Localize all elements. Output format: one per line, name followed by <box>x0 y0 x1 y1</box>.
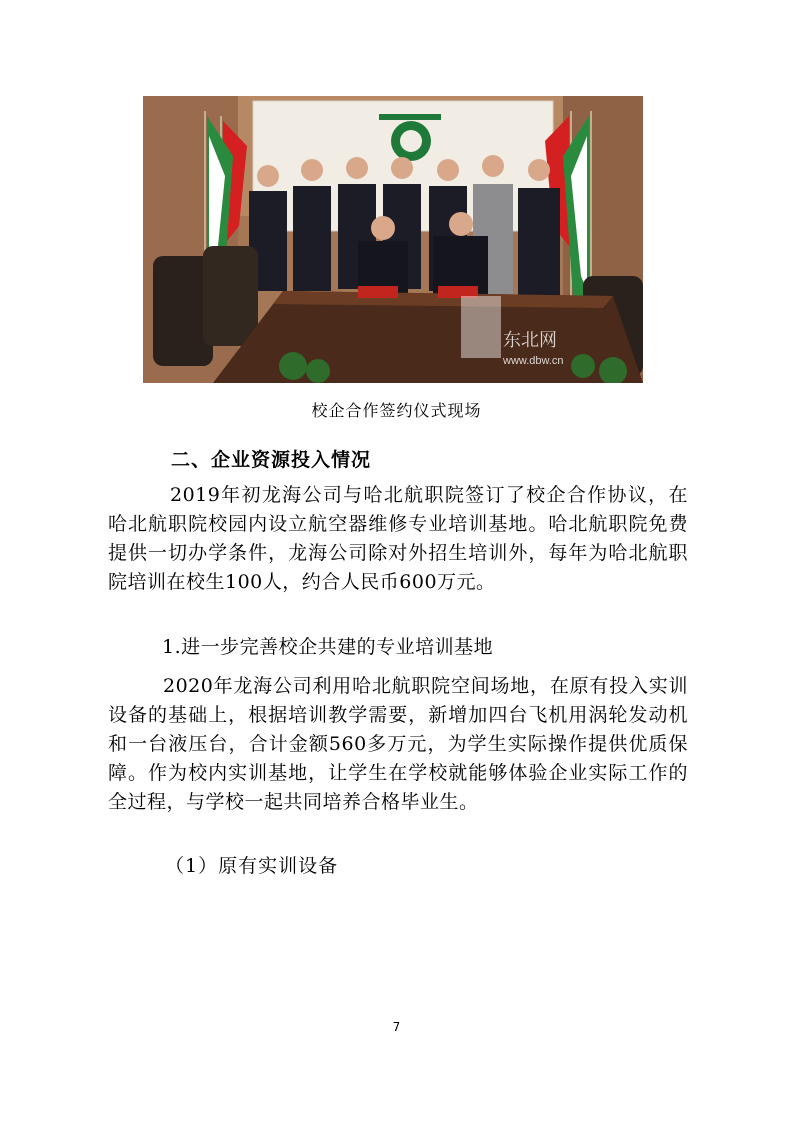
watermark-url: www.dbw.cn <box>503 355 564 367</box>
section-heading: 二、企业资源投入情况 <box>171 449 372 471</box>
paragraph-1: 2019年初龙海公司与哈北航职院签订了校企合作协议，在哈北航职院校园内设立航空器维修专业培训基地。哈北航职院免费提供一切办学条件，龙海公司除对外招生培训外，每年为哈北航职院培训在校生100人，约合人民币600万元。 <box>108 484 688 593</box>
paragraph-2: 2020年龙海公司利用哈北航职院空间场地，在原有投入实训设备的基础上，根据培训教学需要，新增加四台飞机用涡轮发动机和一台液压台，合计金额560多万元，为学生实际操作提供优质保障。作为校内实训基地，让学生在学校就能够体验企业实际工作的全过程，与学校一起共同培养合格毕业生。 <box>108 675 688 813</box>
signing-ceremony-photo <box>143 96 643 383</box>
watermark-brand: 东北网 <box>503 330 557 350</box>
subheading-1: 1.进一步完善校企共建的专业培训基地 <box>162 636 494 658</box>
page-number: 7 <box>392 1020 401 1034</box>
subheading-2: （1）原有实训设备 <box>165 855 339 877</box>
photo-caption: 校企合作签约仪式现场 <box>311 401 482 420</box>
